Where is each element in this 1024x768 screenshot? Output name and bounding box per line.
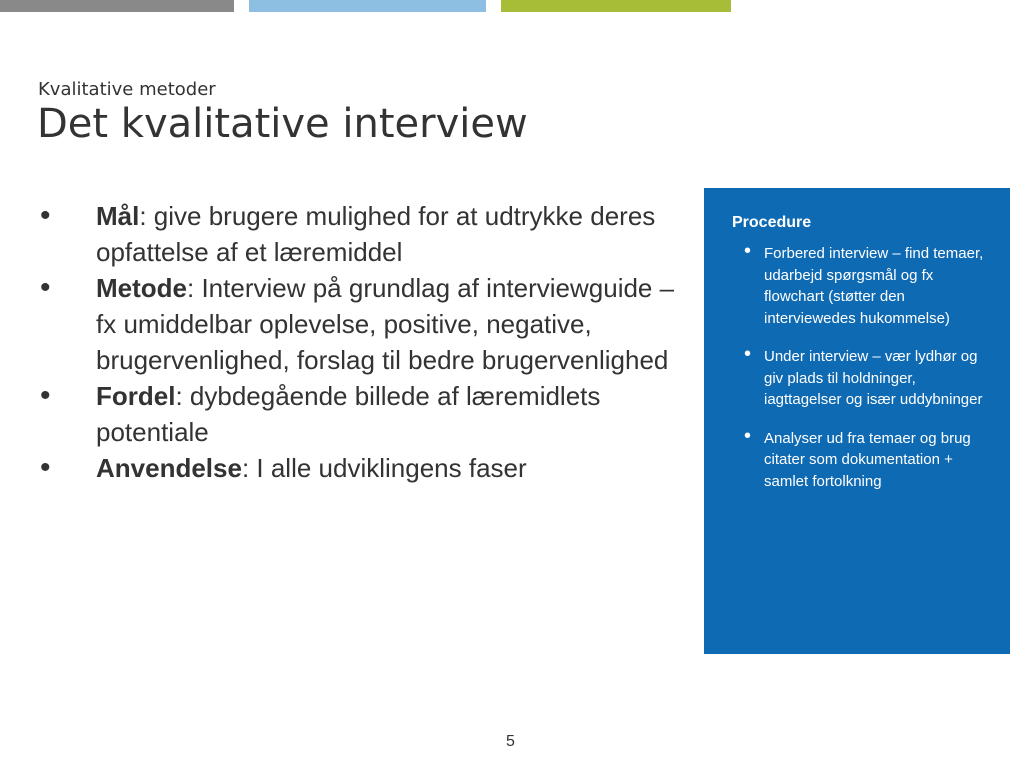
procedure-item — [744, 343, 984, 411]
main-point-term: Mål — [96, 201, 140, 231]
procedure-item — [744, 240, 984, 329]
bullet-icon: • — [40, 379, 51, 412]
page-number: 5 — [506, 733, 515, 750]
procedure-heading: Procedure — [732, 214, 812, 231]
bullet-icon: • — [40, 451, 51, 484]
bullet-icon: • — [40, 271, 51, 304]
main-point-text: : give brugere mulighed for at udtrykke deres opfattelse af et læremiddel — [96, 201, 656, 267]
procedure-item — [744, 424, 984, 493]
top-bar-green — [501, 0, 731, 12]
main-point-text: : Interview på grundlag af interviewguide – fx umiddelbar oplevelse, positive, negative, brugervenlighed, forslag til bedre brugervenlighed — [96, 273, 675, 375]
procedure-item-text: Analyser ud fra temaer og brug citater som dokumentation + samlet fortolkning — [764, 429, 971, 490]
main-point-text: : I alle udviklingens faser — [241, 453, 527, 483]
procedure-list — [744, 240, 984, 509]
bullet-icon: • — [40, 199, 51, 232]
main-point-application — [40, 450, 680, 486]
bullet-icon: • — [744, 240, 752, 262]
slide-title: Det kvalitative interview — [37, 101, 528, 147]
main-point-goal — [40, 198, 680, 270]
main-point-method — [40, 270, 680, 378]
main-point-advantage — [40, 378, 680, 450]
main-point-text: : dybdegående billede af læremidlets potentiale — [96, 381, 601, 447]
bullet-icon: • — [744, 343, 752, 365]
procedure-item-text: Forbered interview – find temaer, udarbejd spørgsmål og fx flowchart (støtter den interviewedes hukommelse) — [764, 245, 984, 327]
top-bar-gray — [0, 0, 234, 12]
procedure-item-text: Under interview – vær lydhør og giv plads til holdninger, iagttagelser og især uddybninger — [764, 348, 983, 408]
main-bullet-list — [40, 198, 680, 486]
procedure-panel — [704, 188, 1010, 654]
main-point-term: Fordel — [96, 381, 176, 411]
top-bar-blue — [249, 0, 486, 12]
main-point-term: Metode — [96, 273, 187, 303]
bullet-icon: • — [744, 424, 752, 447]
slide-subtitle: Kvalitative metoder — [38, 79, 216, 100]
main-point-term: Anvendelse — [96, 453, 242, 483]
